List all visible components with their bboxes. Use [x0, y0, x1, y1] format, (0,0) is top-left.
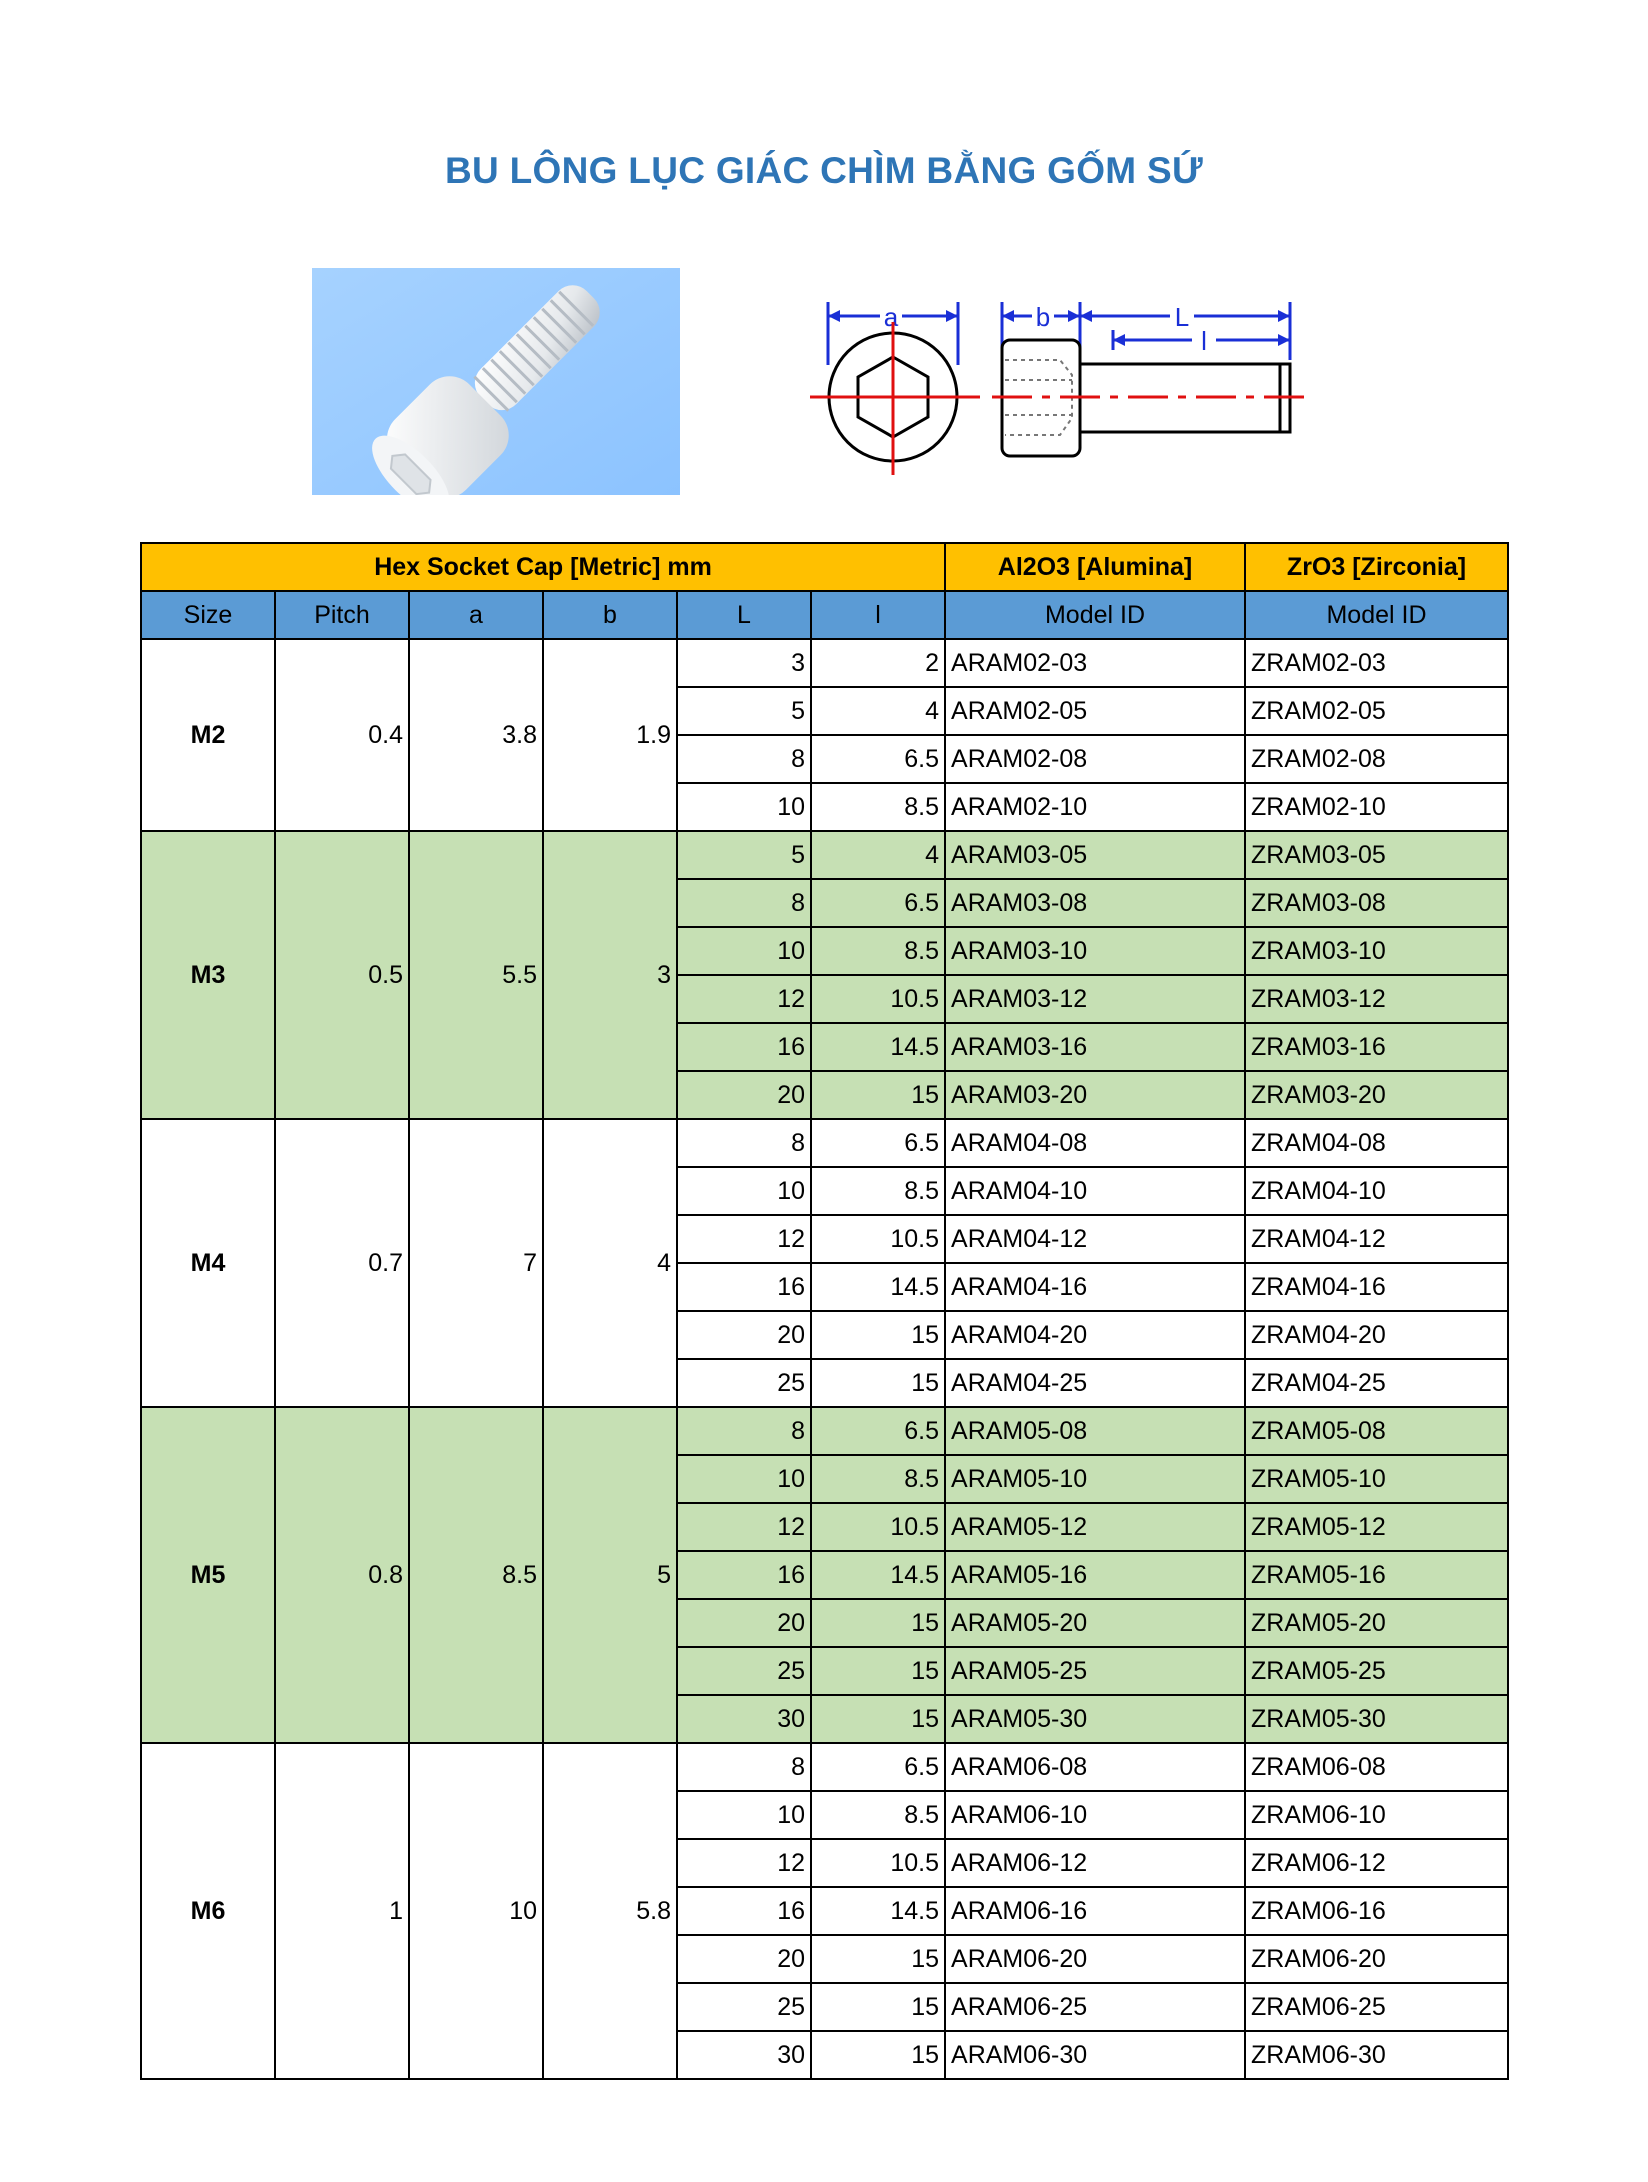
zirconia-model-cell: ZRAM04-12	[1245, 1215, 1508, 1263]
col-header-pitch: Pitch	[275, 591, 409, 639]
size-cell: M5	[141, 1407, 275, 1743]
l-cell: 14.5	[811, 1263, 945, 1311]
alumina-model-cell: ARAM02-10	[945, 783, 1245, 831]
page-title: BU LÔNG LỤC GIÁC CHÌM BẰNG GỐM SỨ	[445, 150, 1203, 191]
alumina-model-cell: ARAM04-08	[945, 1119, 1245, 1167]
size-cell: M4	[141, 1119, 275, 1407]
label-L: L	[1174, 302, 1190, 332]
b-cell: 5	[543, 1407, 677, 1743]
table-row	[141, 639, 1508, 687]
col-header-zirconia-model: Model ID	[1245, 591, 1508, 639]
L-cell: 20	[677, 1311, 811, 1359]
L-cell: 25	[677, 1359, 811, 1407]
product-photo	[312, 268, 680, 495]
L-cell: 10	[677, 1791, 811, 1839]
size-cell: M2	[141, 639, 275, 831]
zirconia-model-cell: ZRAM03-10	[1245, 927, 1508, 975]
zirconia-model-cell: ZRAM02-08	[1245, 735, 1508, 783]
l-cell: 8.5	[811, 1167, 945, 1215]
L-cell: 8	[677, 1119, 811, 1167]
zirconia-model-cell: ZRAM02-05	[1245, 687, 1508, 735]
pitch-cell: 0.5	[275, 831, 409, 1119]
l-cell: 6.5	[811, 1407, 945, 1455]
zirconia-model-cell: ZRAM06-12	[1245, 1839, 1508, 1887]
l-cell: 8.5	[811, 1791, 945, 1839]
zirconia-model-cell: ZRAM02-03	[1245, 639, 1508, 687]
alumina-model-cell: ARAM06-25	[945, 1983, 1245, 2031]
alumina-model-cell: ARAM06-20	[945, 1935, 1245, 1983]
alumina-model-cell: ARAM05-25	[945, 1647, 1245, 1695]
col-header-alumina-model: Model ID	[945, 591, 1245, 639]
spec-table	[140, 542, 1509, 2080]
L-cell: 10	[677, 1455, 811, 1503]
L-cell: 12	[677, 1215, 811, 1263]
zirconia-model-cell: ZRAM06-08	[1245, 1743, 1508, 1791]
alumina-model-cell: ARAM02-05	[945, 687, 1245, 735]
L-cell: 5	[677, 687, 811, 735]
size-cell: M6	[141, 1743, 275, 2079]
label-a: a	[883, 302, 899, 332]
pitch-cell: 0.8	[275, 1407, 409, 1743]
alumina-model-cell: ARAM03-08	[945, 879, 1245, 927]
pitch-cell: 0.7	[275, 1119, 409, 1407]
L-cell: 10	[677, 783, 811, 831]
l-cell: 2	[811, 639, 945, 687]
l-cell: 10.5	[811, 1215, 945, 1263]
a-cell: 5.5	[409, 831, 543, 1119]
dimension-drawing	[810, 290, 1320, 480]
alumina-model-cell: ARAM04-12	[945, 1215, 1245, 1263]
b-cell: 3	[543, 831, 677, 1119]
L-cell: 25	[677, 1647, 811, 1695]
l-cell: 6.5	[811, 1119, 945, 1167]
L-cell: 8	[677, 879, 811, 927]
a-cell: 10	[409, 1743, 543, 2079]
alumina-header: Al2O3 [Alumina]	[945, 543, 1245, 591]
col-header-l: l	[811, 591, 945, 639]
alumina-model-cell: ARAM03-12	[945, 975, 1245, 1023]
zirconia-model-cell: ZRAM04-25	[1245, 1359, 1508, 1407]
l-cell: 6.5	[811, 735, 945, 783]
alumina-model-cell: ARAM02-08	[945, 735, 1245, 783]
size-cell: M3	[141, 831, 275, 1119]
alumina-model-cell: ARAM06-10	[945, 1791, 1245, 1839]
zirconia-model-cell: ZRAM05-16	[1245, 1551, 1508, 1599]
alumina-model-cell: ARAM02-03	[945, 639, 1245, 687]
alumina-model-cell: ARAM06-30	[945, 2031, 1245, 2079]
L-cell: 12	[677, 1839, 811, 1887]
zirconia-model-cell: ZRAM06-25	[1245, 1983, 1508, 2031]
l-cell: 8.5	[811, 927, 945, 975]
header-row-columns	[141, 591, 1508, 639]
label-l: l	[1201, 326, 1207, 356]
a-cell: 7	[409, 1119, 543, 1407]
alumina-model-cell: ARAM03-16	[945, 1023, 1245, 1071]
a-cell: 8.5	[409, 1407, 543, 1743]
zirconia-model-cell: ZRAM03-05	[1245, 831, 1508, 879]
L-cell: 16	[677, 1551, 811, 1599]
table-row	[141, 831, 1508, 879]
l-cell: 6.5	[811, 1743, 945, 1791]
L-cell: 3	[677, 639, 811, 687]
col-header-b: b	[543, 591, 677, 639]
col-header-a: a	[409, 591, 543, 639]
zirconia-model-cell: ZRAM03-20	[1245, 1071, 1508, 1119]
L-cell: 30	[677, 2031, 811, 2079]
l-cell: 8.5	[811, 783, 945, 831]
zirconia-model-cell: ZRAM06-20	[1245, 1935, 1508, 1983]
l-cell: 14.5	[811, 1023, 945, 1071]
zirconia-model-cell: ZRAM05-12	[1245, 1503, 1508, 1551]
alumina-model-cell: ARAM05-20	[945, 1599, 1245, 1647]
table-row	[141, 1743, 1508, 1791]
L-cell: 16	[677, 1023, 811, 1071]
alumina-model-cell: ARAM04-20	[945, 1311, 1245, 1359]
L-cell: 12	[677, 975, 811, 1023]
alumina-model-cell: ARAM05-30	[945, 1695, 1245, 1743]
l-cell: 10.5	[811, 1839, 945, 1887]
l-cell: 15	[811, 2031, 945, 2079]
header-row-group	[141, 543, 1508, 591]
zirconia-model-cell: ZRAM06-30	[1245, 2031, 1508, 2079]
b-cell: 1.9	[543, 639, 677, 831]
zirconia-model-cell: ZRAM04-08	[1245, 1119, 1508, 1167]
pitch-cell: 0.4	[275, 639, 409, 831]
alumina-model-cell: ARAM03-20	[945, 1071, 1245, 1119]
zirconia-model-cell: ZRAM05-20	[1245, 1599, 1508, 1647]
zirconia-model-cell: ZRAM06-16	[1245, 1887, 1508, 1935]
L-cell: 12	[677, 1503, 811, 1551]
zirconia-model-cell: ZRAM03-08	[1245, 879, 1508, 927]
l-cell: 15	[811, 1695, 945, 1743]
zirconia-model-cell: ZRAM04-20	[1245, 1311, 1508, 1359]
b-cell: 5.8	[543, 1743, 677, 2079]
spec-table-body	[141, 543, 1508, 2079]
table-row	[141, 1119, 1508, 1167]
l-cell: 4	[811, 687, 945, 735]
alumina-model-cell: ARAM03-05	[945, 831, 1245, 879]
L-cell: 30	[677, 1695, 811, 1743]
l-cell: 15	[811, 1071, 945, 1119]
a-cell: 3.8	[409, 639, 543, 831]
l-cell: 15	[811, 1599, 945, 1647]
pitch-cell: 1	[275, 1743, 409, 2079]
zirconia-model-cell: ZRAM03-12	[1245, 975, 1508, 1023]
L-cell: 8	[677, 735, 811, 783]
alumina-model-cell: ARAM03-10	[945, 927, 1245, 975]
zirconia-model-cell: ZRAM06-10	[1245, 1791, 1508, 1839]
l-cell: 15	[811, 1359, 945, 1407]
table-row	[141, 1407, 1508, 1455]
l-cell: 10.5	[811, 1503, 945, 1551]
label-b: b	[1035, 302, 1051, 332]
l-cell: 15	[811, 1935, 945, 1983]
L-cell: 20	[677, 1071, 811, 1119]
zirconia-model-cell: ZRAM04-16	[1245, 1263, 1508, 1311]
l-cell: 15	[811, 1647, 945, 1695]
L-cell: 20	[677, 1935, 811, 1983]
alumina-model-cell: ARAM05-12	[945, 1503, 1245, 1551]
L-cell: 16	[677, 1263, 811, 1311]
alumina-model-cell: ARAM04-25	[945, 1359, 1245, 1407]
L-cell: 10	[677, 927, 811, 975]
zirconia-model-cell: ZRAM05-08	[1245, 1407, 1508, 1455]
alumina-model-cell: ARAM04-10	[945, 1167, 1245, 1215]
l-cell: 6.5	[811, 879, 945, 927]
L-cell: 10	[677, 1167, 811, 1215]
alumina-model-cell: ARAM05-16	[945, 1551, 1245, 1599]
l-cell: 15	[811, 1311, 945, 1359]
L-cell: 8	[677, 1743, 811, 1791]
L-cell: 16	[677, 1887, 811, 1935]
l-cell: 14.5	[811, 1887, 945, 1935]
l-cell: 15	[811, 1983, 945, 2031]
alumina-model-cell: ARAM04-16	[945, 1263, 1245, 1311]
group-header: Hex Socket Cap [Metric] mm	[141, 543, 945, 591]
L-cell: 20	[677, 1599, 811, 1647]
alumina-model-cell: ARAM06-16	[945, 1887, 1245, 1935]
L-cell: 5	[677, 831, 811, 879]
zirconia-model-cell: ZRAM02-10	[1245, 783, 1508, 831]
zirconia-model-cell: ZRAM04-10	[1245, 1167, 1508, 1215]
col-header-L: L	[677, 591, 811, 639]
alumina-model-cell: ARAM05-08	[945, 1407, 1245, 1455]
zirconia-header: ZrO3 [Zirconia]	[1245, 543, 1508, 591]
zirconia-model-cell: ZRAM05-25	[1245, 1647, 1508, 1695]
zirconia-model-cell: ZRAM05-10	[1245, 1455, 1508, 1503]
l-cell: 10.5	[811, 975, 945, 1023]
col-header-size: Size	[141, 591, 275, 639]
l-cell: 4	[811, 831, 945, 879]
l-cell: 8.5	[811, 1455, 945, 1503]
L-cell: 25	[677, 1983, 811, 2031]
b-cell: 4	[543, 1119, 677, 1407]
alumina-model-cell: ARAM06-08	[945, 1743, 1245, 1791]
zirconia-model-cell: ZRAM05-30	[1245, 1695, 1508, 1743]
alumina-model-cell: ARAM06-12	[945, 1839, 1245, 1887]
zirconia-model-cell: ZRAM03-16	[1245, 1023, 1508, 1071]
L-cell: 8	[677, 1407, 811, 1455]
l-cell: 14.5	[811, 1551, 945, 1599]
alumina-model-cell: ARAM05-10	[945, 1455, 1245, 1503]
